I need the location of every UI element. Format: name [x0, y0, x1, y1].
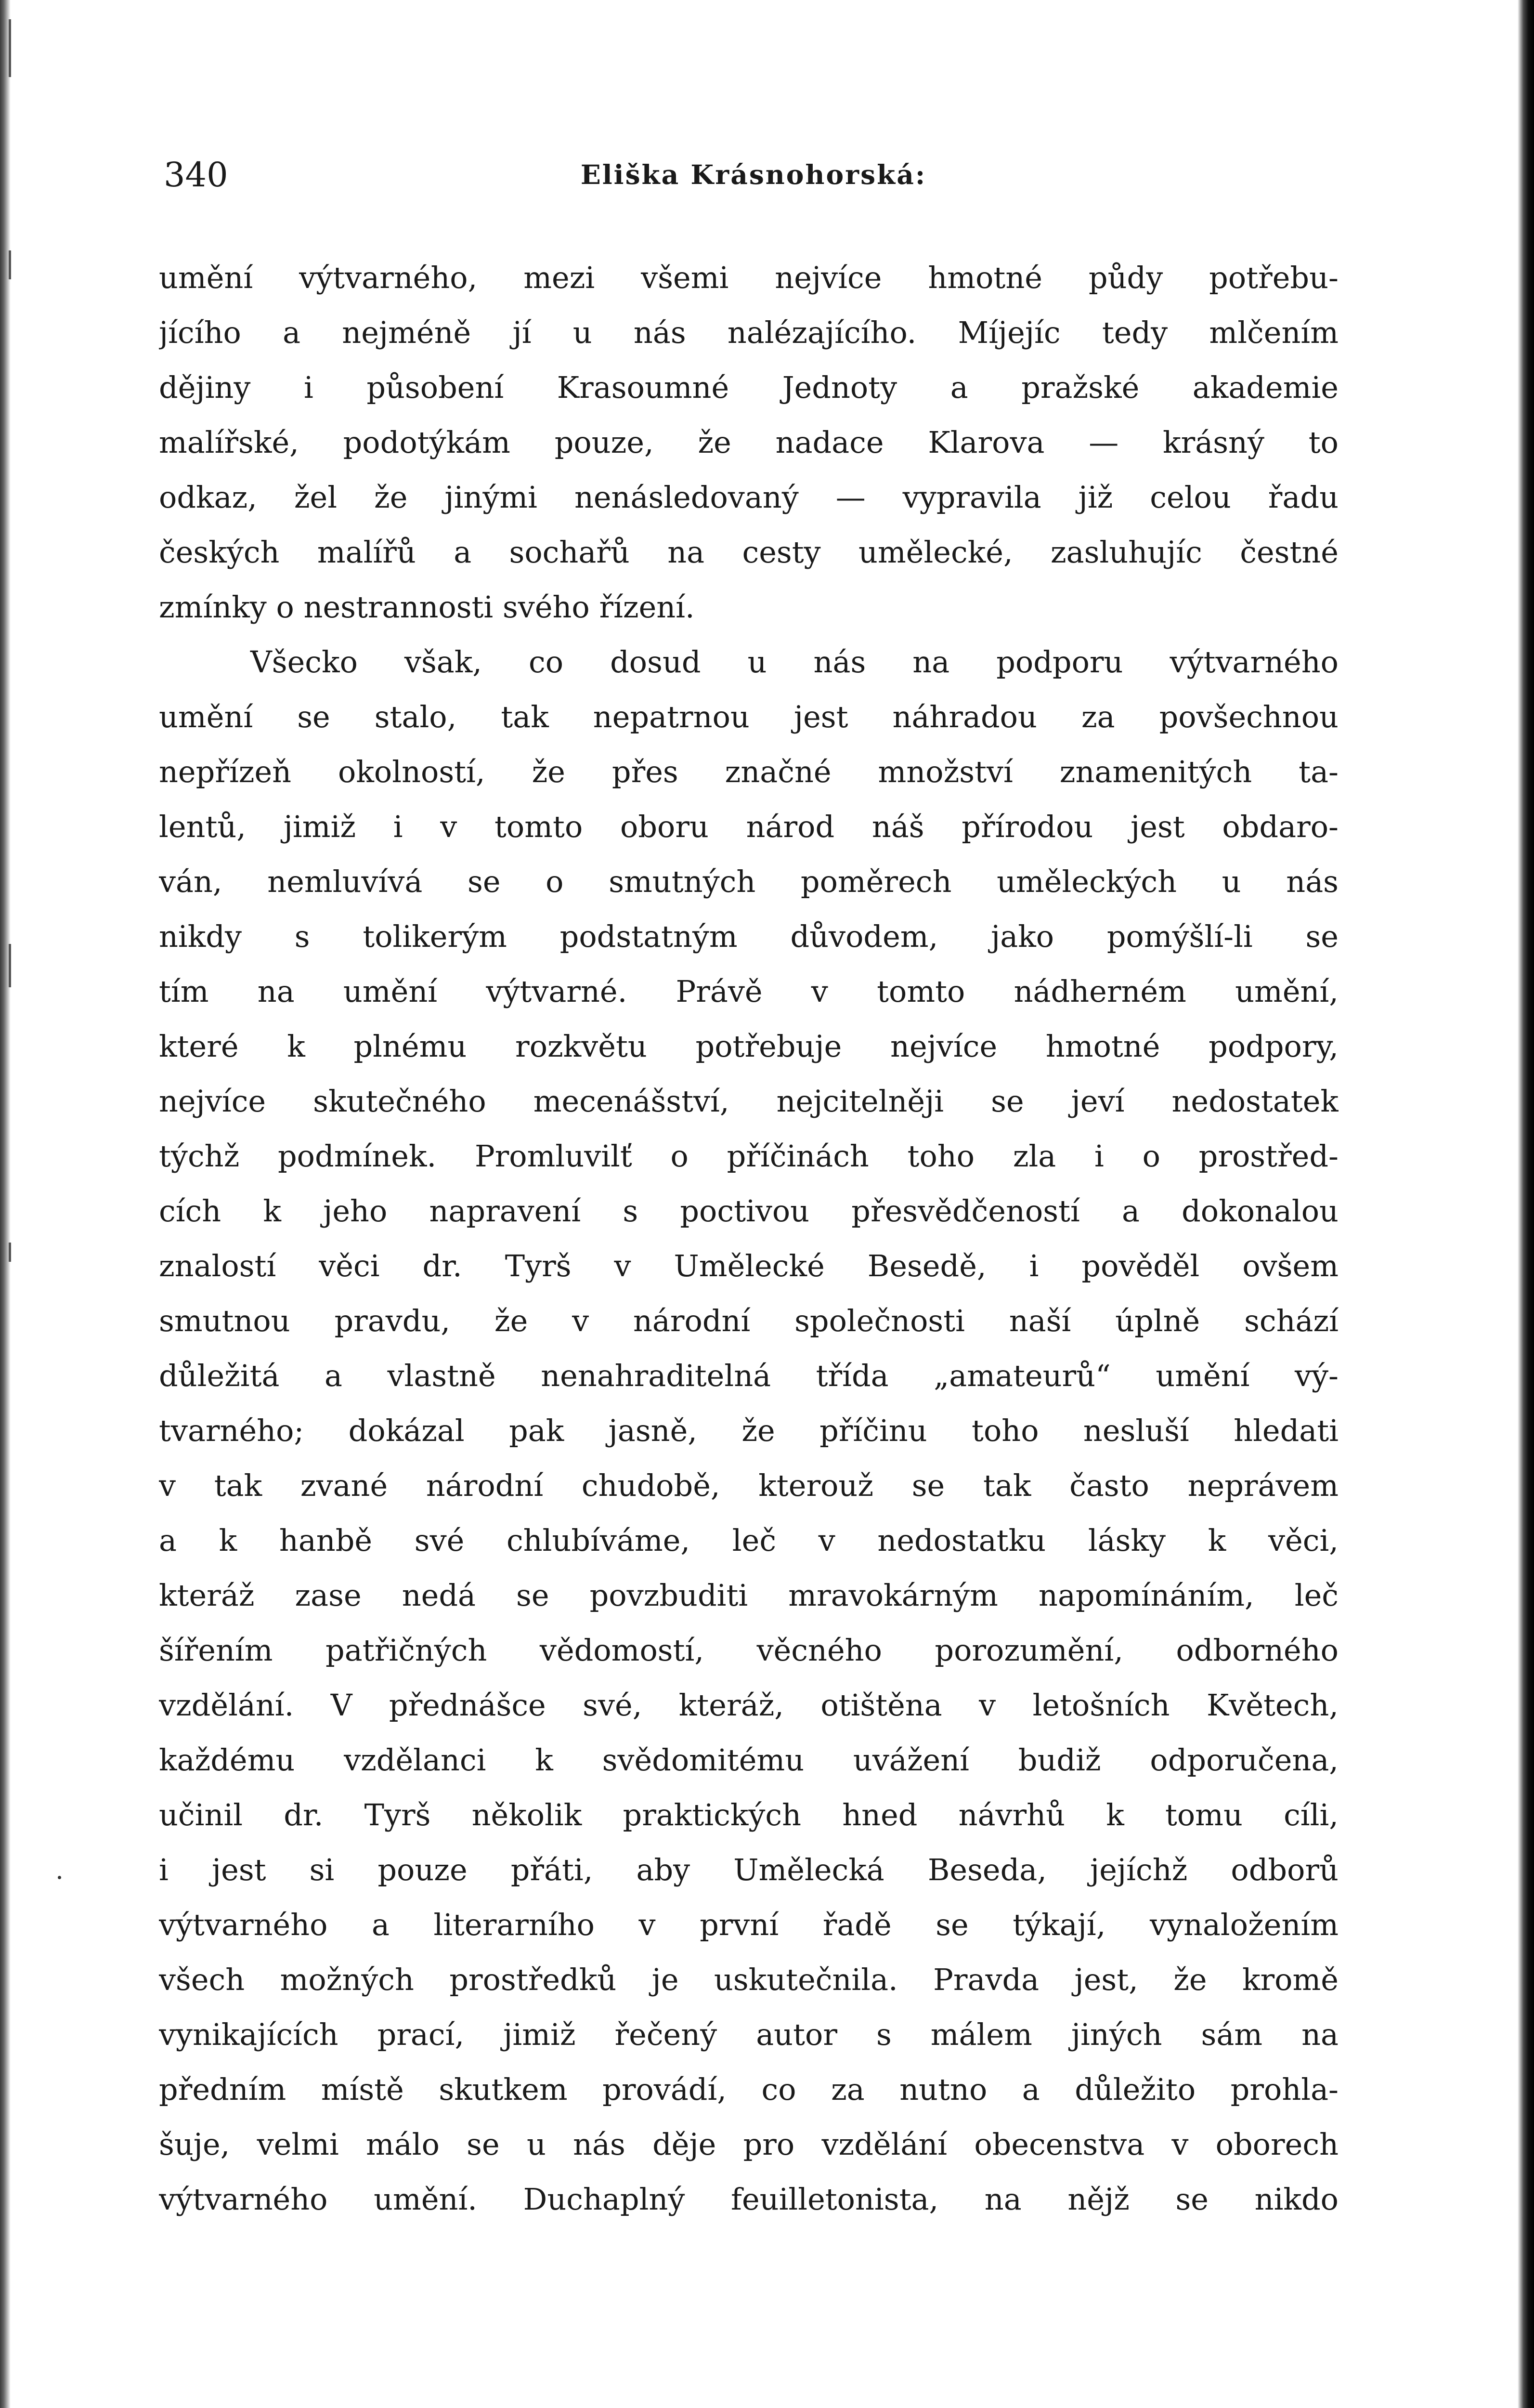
text-line: zmínky o nestrannosti svého řízení.: [159, 589, 695, 625]
scan-mark: [9, 944, 11, 987]
text-line: odkaz, žel že jinými nenásledovaný — vypravila již celou řadu: [159, 480, 1339, 515]
text-line: nepřízeň okolností, že přes značné množství znamenitých ta-: [159, 754, 1339, 789]
text-line: které k plnému rozkvětu potřebuje nejvíce hmotné podpory,: [159, 1029, 1339, 1064]
body-text: [159, 250, 1339, 2227]
page-header: [164, 153, 1343, 196]
text-line: cích k jeho napravení s poctivou přesvědčeností a dokonalou: [159, 1193, 1339, 1229]
text-line: výtvarného umění. Duchaplný feuilletonista, na nějž se nikdo: [159, 2182, 1339, 2217]
text-line: nikdy s tolikerým podstatným důvodem, jako pomýšlí-li se: [159, 919, 1339, 954]
text-line: každému vzdělanci k svědomitému uvážení budiž odporučena,: [159, 1742, 1339, 1778]
text-line: šířením patřičných vědomostí, věcného porozumění, odborného: [159, 1633, 1339, 1668]
running-head: Eliška Krásnohorská:: [580, 159, 927, 190]
text-line: znalostí věci dr. Tyrš v Umělecké Besedě, i pověděl ovšem: [159, 1248, 1339, 1283]
text-line: lentů, jimiž i v tomto oboru národ náš přírodou jest obdaro-: [159, 809, 1339, 844]
text-line: učinil dr. Tyrš několik praktických hned návrhů k tomu cíli,: [159, 1797, 1339, 1832]
text-line: všech možných prostředků je uskutečnila. Pravda jest, že kromě: [159, 1962, 1339, 1997]
scan-mark: [9, 19, 11, 77]
text-line: Všecko však, co dosud u nás na podporu výtvarného: [250, 644, 1339, 680]
scan-speck: [58, 1876, 61, 1879]
text-line: týchž podmínek. Promluvilť o příčinách toho zla i o prostřed-: [159, 1139, 1339, 1174]
text-line: umění se stalo, tak nepatrnou jest náhradou za povšechnou: [159, 699, 1339, 734]
text-line: dějiny i působení Krasoumné Jednoty a pražské akademie: [159, 370, 1339, 405]
text-line: smutnou pravdu, že v národní společnosti naší úplně schází: [159, 1303, 1339, 1338]
text-line: nejvíce skutečného mecenášství, nejcitelněji se jeví nedostatek: [159, 1084, 1339, 1119]
text-line: předním místě skutkem provádí, co za nutno a důležito prohla-: [159, 2072, 1339, 2107]
text-line: v tak zvané národní chudobě, kterouž se tak často neprávem: [159, 1468, 1339, 1503]
text-line: vzdělání. V přednášce své, kteráž, otištěna v letošních Květech,: [159, 1688, 1339, 1723]
text-line: malířské, podotýkám pouze, že nadace Klarova — krásný to: [159, 425, 1339, 460]
text-line: šuje, velmi málo se u nás děje pro vzdělání obecenstva v oborech: [159, 2127, 1339, 2162]
text-line: tvarného; dokázal pak jasně, že příčinu toho nesluší hledati: [159, 1413, 1339, 1448]
scan-mark: [9, 1243, 11, 1262]
scan-edge-left: [0, 0, 11, 2408]
text-line: umění výtvarného, mezi všemi nejvíce hmotné půdy potřebu-: [159, 260, 1339, 295]
text-line: jícího a nejméně jí u nás nalézajícího. Míjejíc tedy mlčením: [159, 315, 1339, 350]
text-line: ván, nemluvívá se o smutných poměrech uměleckých u nás: [159, 864, 1339, 899]
text-line: důležitá a vlastně nenahraditelná třída „amateurů“ umění vý-: [159, 1358, 1339, 1393]
text-line: tím na umění výtvarné. Právě v tomto nádherném umění,: [159, 974, 1339, 1009]
text-line: českých malířů a sochařů na cesty umělecké, zasluhujíc čestné: [159, 535, 1339, 570]
scan-mark: [9, 250, 11, 279]
text-line: vynikajících prací, jimiž řečený autor s málem jiných sám na: [159, 2017, 1339, 2052]
scan-edge-right: [1518, 0, 1534, 2408]
text-line: kteráž zase nedá se povzbuditi mravokárným napomínáním, leč: [159, 1578, 1339, 1613]
text-line: výtvarného a literarního v první řadě se týkají, vynaložením: [159, 1907, 1339, 1942]
page-number: 340: [164, 155, 228, 195]
text-line: i jest si pouze přáti, aby Umělecká Beseda, jejíchž odborů: [159, 1852, 1339, 1887]
text-line: a k hanbě své chlubíváme, leč v nedostatku lásky k věci,: [159, 1523, 1339, 1558]
